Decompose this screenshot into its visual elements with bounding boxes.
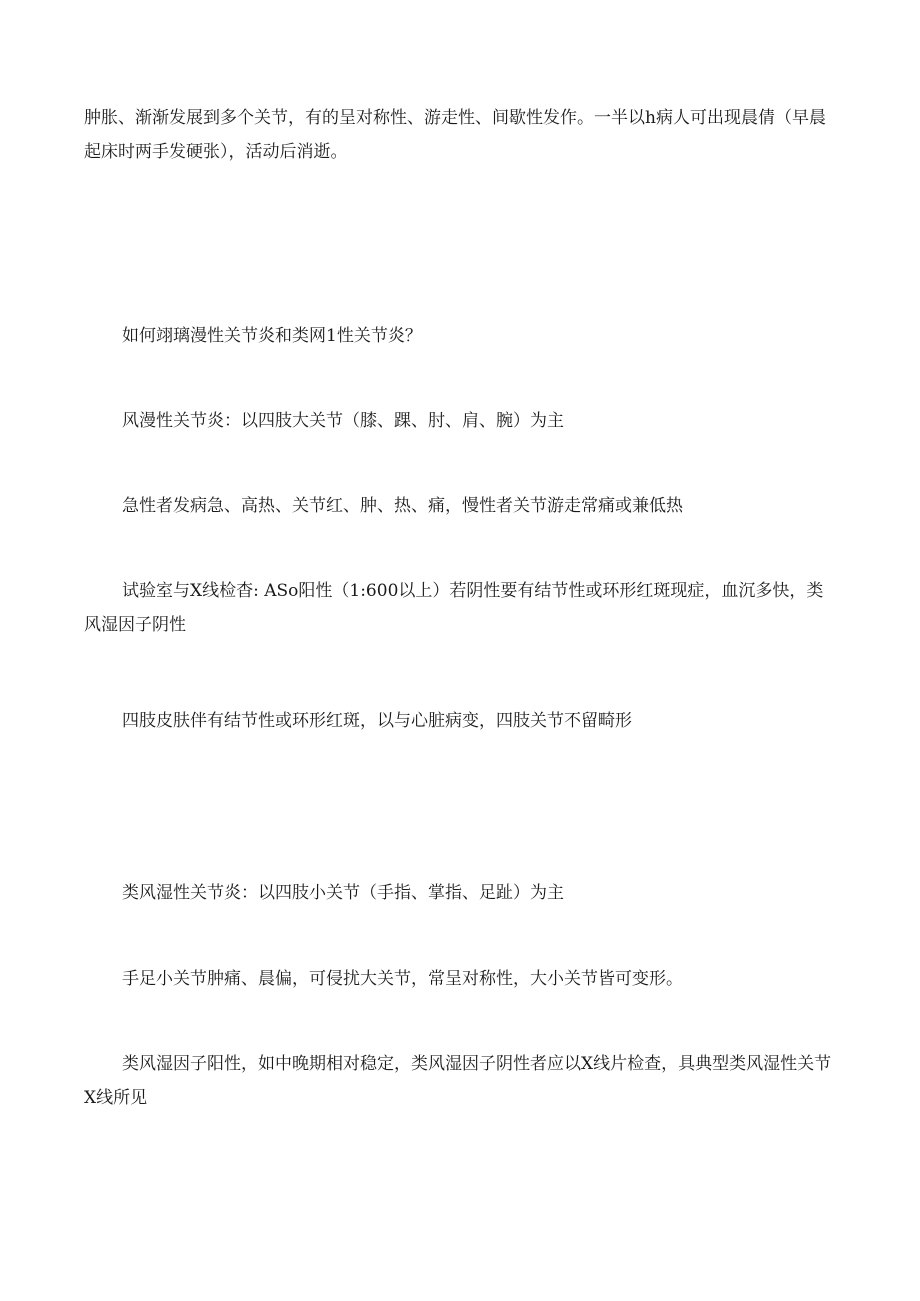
paragraph-rheumatoid-arthritis: 类风湿性关节炎：以四肢小关节（手指、掌指、足趾）为主: [122, 883, 564, 903]
paragraph-question: 如何翊璃漫性关节炎和类网1性关节炎？: [122, 326, 422, 346]
paragraph-lab-xray: 试验室与X线检杳: ASo阳性（1:600以上）若阴性要有结节性或环形红斑现症，血沉多快，类风湿因子阴性: [84, 581, 824, 635]
paragraph-rheumatoid-factor: 类风湿因子阳性，如中晚期相对稳定，类风湿因子阴性者应以X线片检查，具典型类风湿性关节X线所见: [84, 1054, 832, 1108]
paragraph-acute-chronic: 急性者发病急、高热、关节红、肿、热、痛，慢性者关节游走常痛或兼低热: [122, 496, 683, 516]
paragraph-symptoms: 肿胀、渐渐发展到多个关节，有的呈对称性、游走性、间歇性发作。一半以h病人可出现晨倩（早晨起床时两手发硬张），活动后消逝。: [84, 108, 826, 162]
paragraph-small-joints: 手足小关节肿痛、晨偏，可侵扰大关节，常呈对称性，大小关节皆可变形。: [122, 969, 683, 989]
paragraph-skin-nodules: 四肢皮肤伴有结节性或环形红斑，以与心脏病变，四肢关节不留畸形: [122, 711, 632, 731]
paragraph-rheumatic-arthritis: 风漫性关节炎：以四肢大关节（膝、踝、肘、肩、腕）为主: [122, 411, 564, 431]
